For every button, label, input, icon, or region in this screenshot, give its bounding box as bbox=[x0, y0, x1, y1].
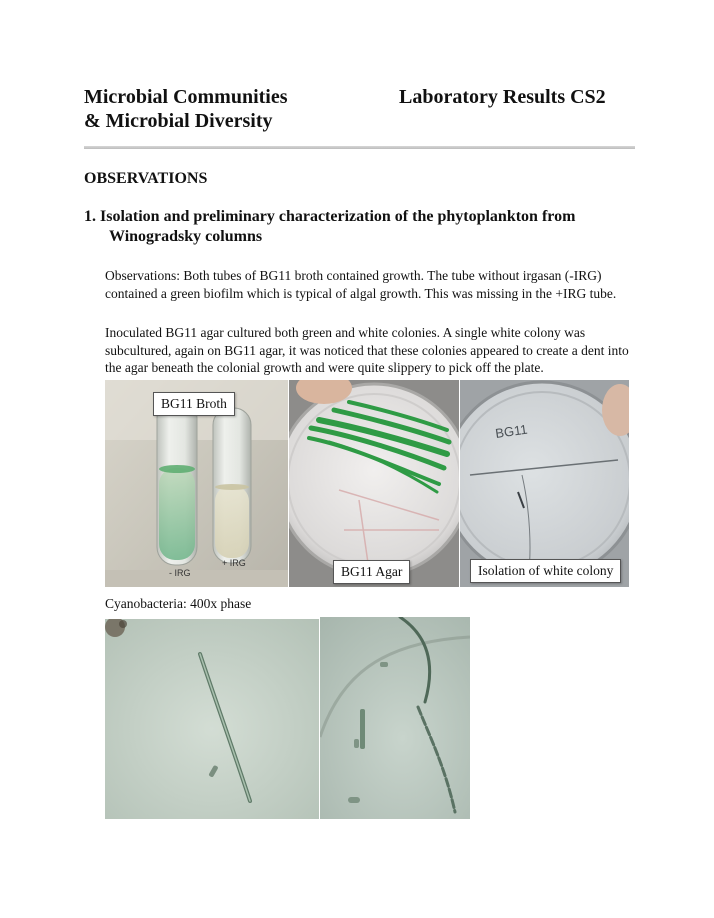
header-divider bbox=[84, 146, 635, 149]
observation-paragraph-2: Inoculated BG11 agar cultured both green and white colonies. A single white colony was subcultured, again on BG11 agar, it was noticed that these colonies appeared to create a dent into the agar beneath the colonial growth and were quite slippery to pick off the plate. bbox=[105, 325, 629, 375]
observation-paragraph-1: Observations: Both tubes of BG11 broth contained growth. The tube without irgasan (-IRG) contained a green biofilm which is typical of algal growth. This was missing in the +IRG tube. bbox=[105, 268, 617, 301]
micrograph-left bbox=[105, 619, 319, 819]
caption-bg11-broth: BG11 Broth bbox=[153, 392, 235, 416]
title-right: Laboratory Results CS2 bbox=[399, 86, 606, 108]
title-left-line1: Microbial Communities bbox=[84, 86, 288, 108]
subsection-heading-line2: Winogradsky columns bbox=[109, 228, 263, 245]
title-left-line2: & Microbial Diversity bbox=[84, 110, 273, 132]
micrograph-right bbox=[320, 617, 470, 819]
tube-label-plus-irg: + IRG bbox=[222, 558, 246, 568]
plate-writing: BG11 bbox=[494, 421, 529, 441]
bg11-agar-plate-photo bbox=[289, 380, 459, 587]
isolation-plate-photo bbox=[460, 380, 629, 587]
subsection-heading bbox=[84, 207, 644, 247]
title-left bbox=[84, 85, 288, 133]
subsection-heading-line1: 1. Isolation and preliminary characterization of the phytoplankton from bbox=[84, 208, 576, 225]
section-heading: OBSERVATIONS bbox=[84, 170, 208, 187]
microscopy-caption: Cyanobacteria: 400x phase bbox=[105, 596, 252, 611]
tube-label-minus-irg: - IRG bbox=[169, 568, 191, 578]
caption-bg11-agar: BG11 Agar bbox=[333, 560, 410, 584]
caption-isolation-white-colony: Isolation of white colony bbox=[470, 559, 621, 583]
